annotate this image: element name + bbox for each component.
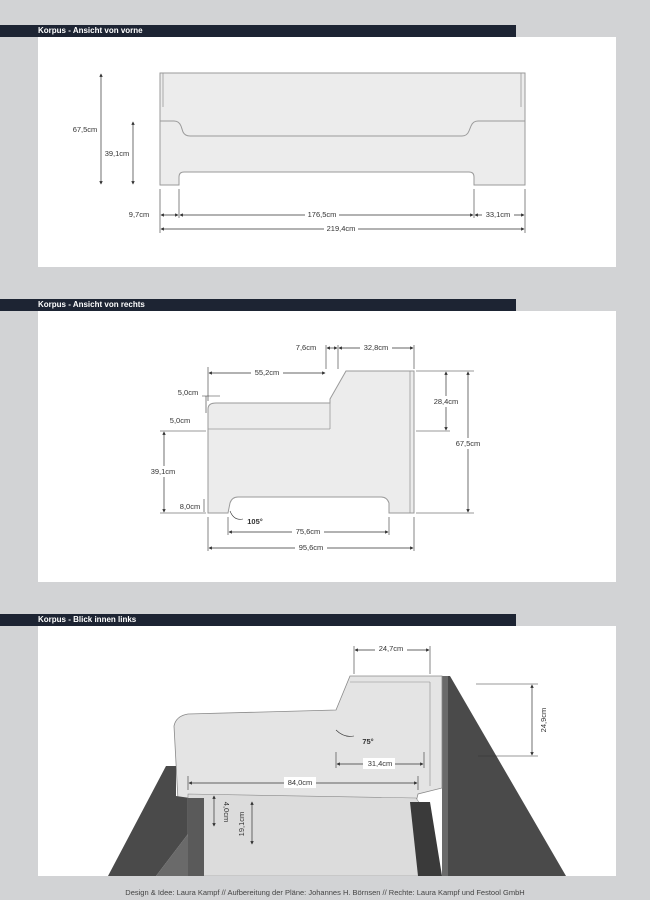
panel-front-view xyxy=(38,37,616,267)
dim-left-offset: 9,7cm xyxy=(128,210,150,219)
dim-corner-b: 5,0cm xyxy=(169,416,191,425)
dim-corner-a: 5,0cm xyxy=(177,388,199,397)
dim-total-width-side: 95,6cm xyxy=(298,543,324,552)
side-outline-shape xyxy=(208,371,414,513)
section-header-front-view: Korpus - Ansicht von vorne xyxy=(0,25,516,37)
dim-inside-top-width: 24,7cm xyxy=(378,644,404,653)
dim-inside-right-height: 24,9cm xyxy=(539,707,548,733)
section-header-right-view: Korpus - Ansicht von rechts xyxy=(0,299,516,311)
front-view-drawing xyxy=(38,37,616,267)
dim-inside-small-b: 19,1cm xyxy=(237,811,246,837)
dim-inside-angle: 75° xyxy=(362,737,374,746)
dim-height-lower-side: 39,1cm xyxy=(150,467,176,476)
dim-bottom-gap: 8,0cm xyxy=(179,502,201,511)
footer-credits: Design & Idee: Laura Kampf // Aufbereitung der Pläne: Johannes H. Börnsen // Rechte: Laura Kampf und Festool GmbH xyxy=(125,888,525,897)
dim-height-total-side: 67,5cm xyxy=(455,439,481,448)
dim-right-offset: 33,1cm xyxy=(485,210,511,219)
dim-total-width: 219,4cm xyxy=(326,224,356,233)
dim-height-lower: 39,1cm xyxy=(104,149,130,158)
panel-right-view xyxy=(38,311,616,582)
dim-top-gap: 7,6cm xyxy=(295,343,317,352)
dim-top-width: 32,8cm xyxy=(363,343,389,352)
dim-inside-step-width: 31,4cm xyxy=(367,759,393,768)
dim-cutout-width: 75,6cm xyxy=(295,527,321,536)
dim-right-upper: 28,4cm xyxy=(433,397,459,406)
right-view-drawing xyxy=(38,311,616,582)
dim-inside-small-a: 4,0cm xyxy=(222,801,231,823)
dim-middle-width: 176,5cm xyxy=(307,210,337,219)
section-header-inside-left: Korpus - Blick innen links xyxy=(0,614,516,626)
right-wall-shape xyxy=(442,676,566,876)
dim-inside-long-width: 84,0cm xyxy=(287,778,313,787)
dim-height-total: 67,5cm xyxy=(72,125,98,134)
inside-left-drawing xyxy=(38,626,616,876)
dim-upper-left-width: 55,2cm xyxy=(254,368,280,377)
panel-inside-left xyxy=(38,626,616,876)
dim-angle-side: 105° xyxy=(247,517,263,526)
